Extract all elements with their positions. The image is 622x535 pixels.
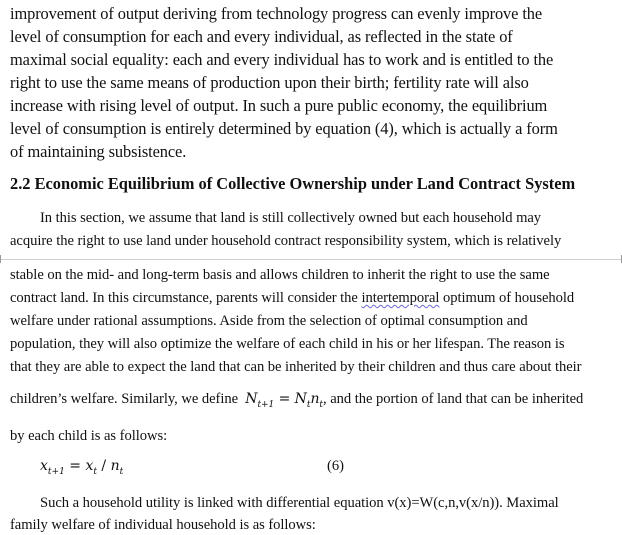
formula-divide: / (96, 458, 111, 474)
page-break-corner-left (0, 255, 7, 263)
formula-var: n (310, 391, 320, 407)
paragraph2-line-2: acquire the right to use land under household contract responsibility system, which is relatively (10, 233, 562, 249)
formula-var: x (85, 458, 94, 474)
paragraph1-line-2: level of consumption for each and every individual, as reflected in the state of (10, 27, 513, 46)
paragraph2-line-4-end: optimum of household (439, 290, 575, 306)
paragraph2-line-8-end: , and the portion of land that can be inherited (323, 391, 584, 407)
equation-number: (6) (327, 458, 345, 474)
paragraph3-line-1: Such a household utility is linked with differential equation v(x)=W(c,n,v(x/n)). Maximal (40, 495, 559, 511)
n-definition-formula (245, 391, 323, 410)
paragraph2-line-6: population, they will also optimize the welfare of each child in his or her lifespan. The reason is (10, 336, 565, 352)
paragraph1-line-1: improvement of output deriving from technology progress can evenly improve the (10, 4, 543, 23)
formula-equals: = (64, 458, 86, 474)
paragraph2-line-7: that they are able to expect the land that can be inherited by their children and thus care about their (10, 359, 582, 375)
paragraph2-line-4 (10, 290, 574, 307)
paragraph2-line-3: stable on the mid- and long-term basis and allows children to inherit the right to use the same (10, 267, 550, 283)
page-break-line (0, 259, 622, 260)
paragraph1-line-7: of maintaining subsistence. (10, 142, 187, 161)
formula-sub: t (306, 399, 311, 410)
paragraph1-line-4: right to use the same means of production upon their birth; fertility rate will also (10, 73, 529, 92)
paragraph2-line-8 (10, 391, 583, 410)
paragraph1-line-5: increase with rising level of output. In such a pure public economy, the equilibrium (10, 96, 548, 115)
formula-var: N (245, 391, 258, 407)
formula-var: x (40, 458, 48, 474)
paragraph2-line-1: In this section, we assume that land is still collectively owned but each household may (40, 210, 542, 226)
paragraph2-line-8-start: children’s welfare. Similarly, we define (10, 391, 239, 407)
page-break-corner-right (615, 255, 622, 263)
formula-sub: t (93, 466, 97, 477)
section-heading: 2.2 Economic Equilibrium of Collective Ownership under Land Contract System (10, 174, 576, 193)
paragraph1-line-6: level of consumption is entirely determined by equation (4), which is actually a form (10, 119, 558, 138)
paragraph2-line-4-start: contract land. In this circumstance, parents will consider the (10, 290, 362, 306)
formula-sub: t+1 (47, 466, 65, 477)
spellcheck-flagged-word[interactable]: intertemporal (361, 290, 440, 306)
formula-var: n (110, 458, 120, 474)
paragraph2-line-5: welfare under rational assumptions. Aside from the selection of optimal consumption and (10, 313, 528, 329)
paragraph2-line-9: by each child is as follows: (10, 428, 168, 444)
formula-equals: = (274, 391, 295, 407)
formula-sub: t (319, 399, 323, 410)
paragraph3-line-2: family welfare of individual household is as follows: (10, 517, 316, 533)
formula-sub: t+1 (257, 399, 275, 410)
equation-6 (40, 458, 123, 477)
paragraph1-line-3: maximal social equality: each and every individual has to work and is entitled to the (10, 50, 554, 69)
formula-sub: t (119, 466, 124, 477)
formula-var: N (294, 391, 307, 407)
